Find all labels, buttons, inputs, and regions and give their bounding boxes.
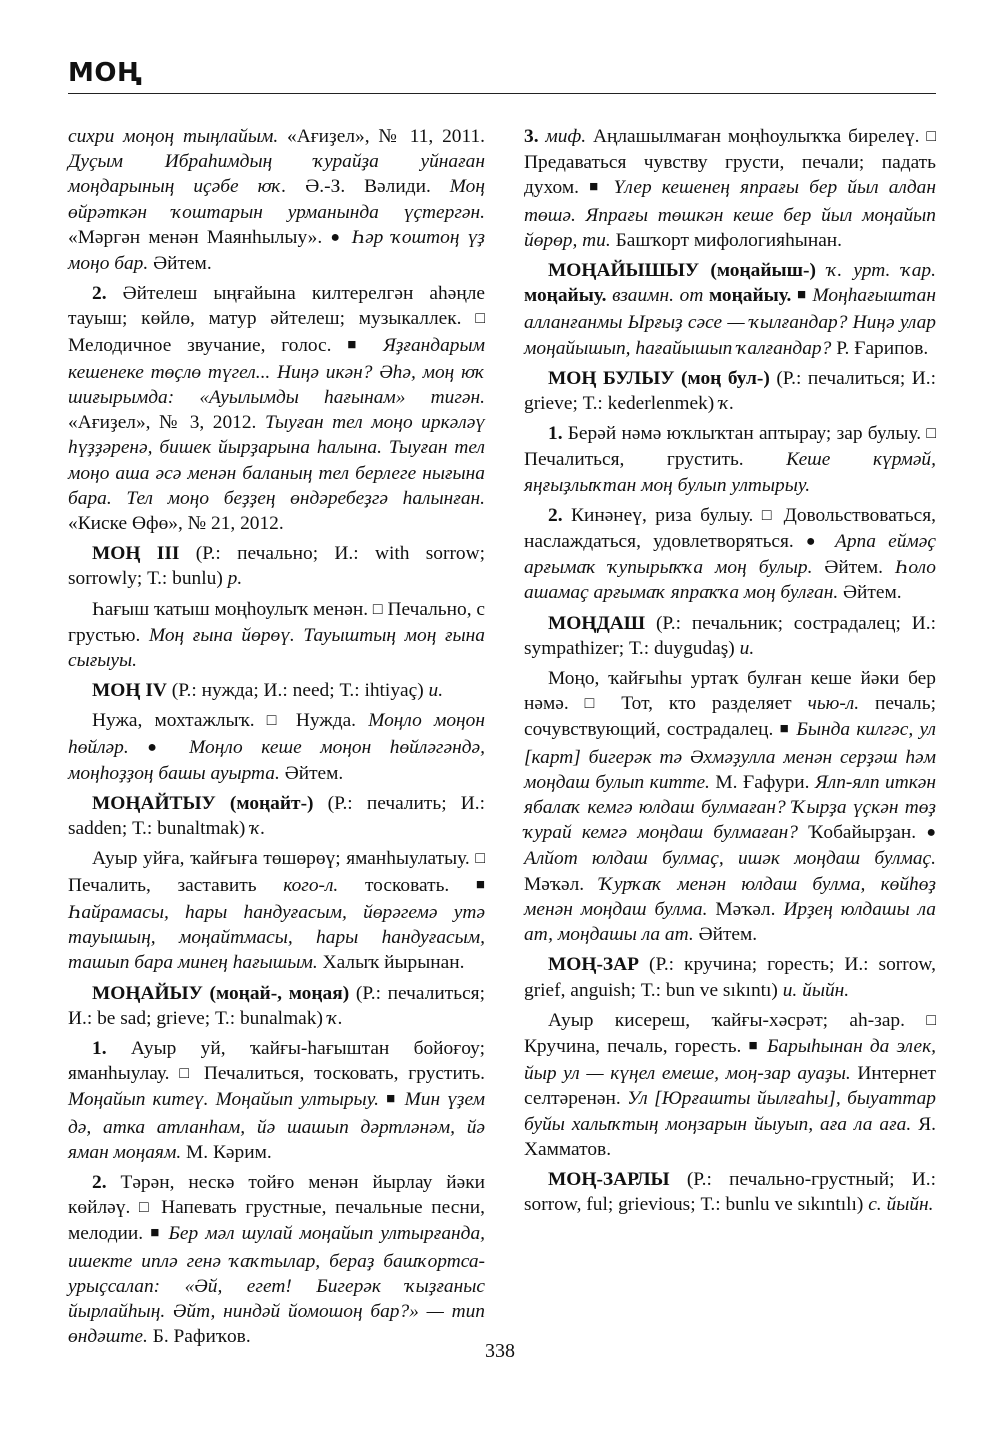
entry-paragraph: 2. Кинәнеү, риза булыу. □ Довольствоваться, наслаждаться, удовлетворяться. ● Арпа еймәҫ арғымаҡ ҡупырыҡҡа моң булыр. Әйтем. Һоло ашамаҫ арғымаҡ япраҡҡа моң булған. Әйтем. [524, 504, 936, 604]
bullet-icon: ● [805, 533, 823, 551]
headword-entry: МОҢ БУЛЫУ (моң бул-) (Р.: печалиться; И.: grieve; Т.: kederlenmek) ҡ. [524, 367, 936, 415]
white-square-icon: □ [179, 1065, 195, 1083]
black-square-icon: ■ [347, 336, 368, 353]
black-square-icon: ■ [475, 876, 485, 893]
headword-entry: МОҢ III (Р.: печально; И.: with sorrow; sorrowly; Т.: bunlu) р. [68, 543, 485, 590]
white-square-icon: □ [138, 1199, 153, 1217]
headword-entry: МОҢ IV (Р.: нужда; И.: need; Т.: ihtiyaç) и. [92, 680, 444, 702]
headword-entry: МОҢАЙЫУ (моңай-, моңая) (Р.: печалиться; И.: be sad; grieve; Т.: bunalmak) ҡ. [68, 982, 485, 1029]
entry-paragraph: Ауыр уйға, ҡайғыға төшөрөү; яманһыулатыу. □ Печалить, заставить кого-л. тосковать. ■ Һайрамасы, һары һандуғасым, йөрәгемә утә тауышың, моңайтмасы, һары һандуғасым, ташып бара минең һағышым. Халыҡ йырынан. [68, 848, 485, 974]
page-number: 338 [485, 1340, 515, 1362]
entry-paragraph: 2. Тәрән, нескә тойғо менән йырлау йәки көйләү. □ Напевать грустные, печальные песни, мелодии. ■ Бер мәл шулай моңайып ултырғанда, ишекте иплә генә ҡаҡтылар, бераҙ башҡортса-урыҫсалап: «Әй, егет! Бигерәк ҡыҙғаныс йырлайһың. Әйт, ниндәй йомошоң бар?» — тип өндәште. Б. Рафиҡов. [68, 1171, 485, 1348]
entry-paragraph: Нужа, мохтажлыҡ. □ Нужда. Моңло моңон һөйләр. ● Моңло кеше моңон һөйләгәндә, моңһоҙҙоң башы ауырта. Әйтем. [68, 710, 485, 784]
white-square-icon: □ [926, 425, 936, 443]
entry-paragraph: Һағыш ҡатыш моңһоулыҡ менән. □ Печально, с грустью. Моң ғына йөрөү. Тауыштың моң ғына сығыуы. [68, 598, 486, 672]
black-square-icon: ■ [150, 1225, 162, 1242]
entry-paragraph: 1. Берәй нәмә юҡлыҡтан аптырау; зар булыу. □ Печалиться, грустить. Кеше күрмәй, яңғыҙлыҡтан моң булып ултырыу. [524, 423, 936, 496]
white-square-icon: □ [372, 600, 383, 618]
white-square-icon: □ [475, 310, 485, 328]
header-divider [68, 93, 936, 94]
headword-entry: МОҢ-ЗАР (Р.: кручина; горесть; И.: sorrow, grief, anguish; Т.: bun ve sıkıntı) и. йыйн. [524, 954, 936, 1001]
black-square-icon: ■ [589, 179, 604, 196]
white-square-icon: □ [926, 128, 936, 145]
entry-paragraph: 2. Әйтелеш ыңғайына килтерелгән аһәңле тауыш; көйлө, матур әйтелеш; музыкаллек. □ Мелодичное звучание, голос. ■ Яҙғандарым кешенеке төҫлө түгел... Ниңә икән? Әһә, моң юҡ шиғырымда: «Ауылымды һағынам» тигән. «Ағиҙел», № 3, 2012. Тыуған тел моңо иркәләү һүҙҙәренә, бишек йырҙарына һалына. Тыуған тел моңо аша әсә менән баланың тел берлеге нығына бара. Тел моңо беҙҙең өндәребеҙгә һалынған. «Киске Өфө», № 21, 2012. [68, 283, 485, 535]
bullet-icon: ● [926, 824, 936, 842]
white-square-icon: □ [584, 695, 606, 713]
black-square-icon: ■ [386, 1091, 398, 1108]
black-square-icon: ■ [797, 287, 807, 304]
entry-paragraph: сихри моңоң тыңлайым. «Ағиҙел», № 11, 2011. Дуҫым Ибраһимдың ҡурайҙа уйнаған моңдарының иҫәбе юҡ. Ә.-З. Вәлиди. Моң өйрәткән ҡоштарын урманында үҫтергән. «Мәргән менән Маянһылыу». ● Һәр ҡоштоң үҙ моңо бар. Әйтем. [68, 126, 485, 275]
black-square-icon: ■ [748, 1037, 760, 1054]
headword-entry: МОҢ-ЗАРЛЫ (Р.: печально-грустный; И.: sorrow, ful; grievious; Т.: bunlu ve sıkıntılı) с. йыйн. [524, 1168, 936, 1216]
black-square-icon: ■ [779, 721, 791, 738]
headword-entry: МОҢДАШ (Р.: печальник; сострадалец; И.: sympathizer; Т.: duygudaş) и. [524, 612, 936, 659]
white-square-icon: □ [926, 1011, 936, 1029]
white-square-icon: □ [475, 850, 485, 868]
right-column [524, 124, 936, 1222]
page-header-word: МОҢ [68, 58, 143, 88]
headword-entry: МОҢАЙЫШЫУ (моңайыш-) ҡ. урт. ҡар. моңайыу. взаимн. от моңайыу. ■ Моңһағыштан алланғанмы Ырғыҙ сәсе — ҡылғандар? Ниңә улар моңайышып, һағайышып ҡалғандар? Р. Ғарипов. [524, 260, 936, 359]
entry-paragraph: 3. миф. Аңлашылмаған моңһоулыҡҡа бирелеү. □ Предаваться чувству грусти, печали; падать духом. ■ Үлер кешенең япрағы бер йыл алдан төшә. Япрағы төшкән кеше бер йыл моңайып йөрөр, ти. Башҡорт мифологияһынан. [524, 126, 936, 251]
white-square-icon: □ [266, 712, 284, 730]
entry-paragraph: Моңо, ҡайғыһы уртаҡ булған кеше йәки бер нәмә. □ Тот, кто разделяет чью-л. печаль; сочувствующий, сострадалец. ■ Бында килгәс, ул [карт] бигерәк тә Әхмәҙулла менән серҙәш һәм моңдаш булып китте. М. Ғафури. Ялп-ялп иткән ябалаҡ кемгә юлдаш булмаған? Ҡырҙа үҫкән төҙ ҡурай кемгә моңдаш булмаған? Ҡобайырҙан. ● Алйот юлдаш булмаҫ, ишәк моңдаш булмаҫ. Мәҡәл. Ҡурҡаҡ менән юлдаш булма, көйһөҙ менән моңдаш булма. Мәҡәл. Ирҙең юлдашы ла ат, моңдашы ла ат. Әйтем. [524, 668, 937, 946]
headword-entry: МОҢАЙТЫУ (моңайт-) (Р.: печалить; И.: sadden; Т.: bunaltmak) ҡ. [68, 793, 485, 840]
white-square-icon: □ [761, 506, 776, 524]
left-column [68, 124, 485, 1354]
bullet-icon: ● [330, 228, 344, 246]
bullet-icon: ● [147, 738, 171, 756]
entry-paragraph: Ауыр кисереш, ҡайғы-хәсрәт; аһ-зар. □ Кручина, печаль, горесть. ■ Барыһынан да элек, йыр ул — күңел емеше, моң-зар ауаҙы. Интернет селтәренән. Ул [Юрғашты йылғаһы], быуаттар буйы халыҡтың моңзарын йыуып, аға ла аға. Я. Хамматов. [524, 1009, 937, 1160]
entry-paragraph: 1. Ауыр уй, ҡайғы-һағыштан бойоғоу; яманһыулау. □ Печалиться, тосковать, грустить. Моңайып китеү. Моңайып ултырыу. ■ Мин үҙем дә, атка атланһам, йә шашып дәртләнәм, йә яман моңаям. М. Кәрим. [68, 1037, 486, 1163]
